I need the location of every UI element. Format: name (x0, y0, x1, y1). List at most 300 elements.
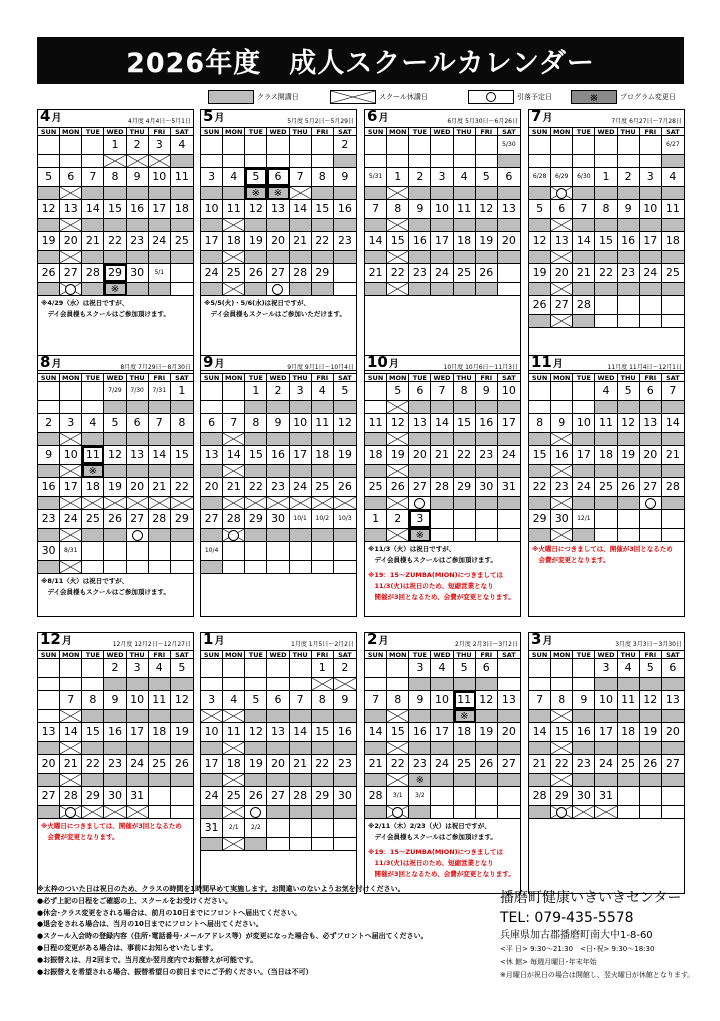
day-status (365, 741, 387, 755)
footer-line: ●お振替えは、月2回まで。当月度か翌月度内でお振替えが可能です。 (37, 955, 258, 964)
day-status (267, 677, 289, 691)
day-number: 16 (409, 723, 431, 741)
day-number (431, 136, 453, 154)
weekday-header: SAT (498, 374, 520, 382)
day-status (618, 464, 640, 478)
weekday-header: FRI (149, 374, 171, 382)
day-status (529, 186, 551, 200)
day-number: 9 (341, 693, 349, 706)
day-status (640, 464, 662, 478)
day-status (618, 805, 640, 819)
day-number: 10 (431, 200, 453, 218)
day-number: 24 (431, 755, 453, 773)
day-number: 4 (431, 659, 453, 677)
day-number: 5 (640, 659, 662, 677)
day-status (127, 496, 149, 510)
day-number: 2 (104, 659, 126, 677)
month-name: 6月 (367, 109, 389, 125)
day-number: 15 (312, 200, 334, 218)
day-status (387, 677, 409, 691)
day-status (60, 282, 82, 296)
day-number: 30 (337, 789, 352, 802)
weekday-header: THU (618, 651, 640, 659)
month-range: 6月度 5月30日～6月26日 (447, 118, 518, 125)
day-status (38, 432, 60, 446)
month-10 (364, 355, 521, 617)
day-status (409, 400, 431, 414)
day-number: 11 (149, 691, 171, 709)
day-status (595, 528, 617, 542)
day-number: 3 (127, 659, 149, 677)
day-status (312, 154, 334, 168)
day-number: 5 (618, 382, 640, 400)
day-status (267, 250, 289, 264)
legend-swatch-circ (468, 90, 514, 104)
day-number: 28 (665, 480, 680, 493)
day-number (618, 136, 640, 154)
day-status (662, 250, 684, 264)
day-number: 16 (337, 725, 352, 738)
day-number: 21 (60, 755, 82, 773)
weekday-header: FRI (640, 128, 662, 136)
day-status (595, 677, 617, 691)
day-status (431, 496, 453, 510)
day-status (498, 250, 520, 264)
day-number: 7 (529, 691, 551, 709)
day-status (267, 741, 289, 755)
day-number: 12 (174, 693, 189, 706)
day-number: 19 (245, 232, 267, 250)
month-red-note: ※19：15～ZUMBA(MION)につきましては 11/3(火)は祝日のため、短縮営業となり 開催が3回となるため、会費が変更となります。 (368, 848, 515, 878)
month-range: 7月度 6月27日～7月28日 (611, 118, 682, 125)
weekday-header: SAT (171, 374, 193, 382)
day-number (334, 542, 356, 560)
day-number: 17 (595, 723, 617, 741)
day-number: 7 (223, 414, 245, 432)
day-status (476, 773, 498, 787)
day-number: 31 (501, 480, 516, 493)
day-status (334, 677, 356, 691)
day-number: 17 (127, 723, 149, 741)
day-status (312, 464, 334, 478)
day-number: 12 (38, 200, 60, 218)
day-number: 11 (223, 723, 245, 741)
month-name: 7月 (531, 109, 553, 125)
day-number (387, 136, 409, 154)
day-status (82, 282, 104, 296)
weekday-header: THU (290, 374, 312, 382)
month-4 (37, 109, 194, 371)
day-status (662, 218, 684, 232)
month-name: 12月 (40, 632, 72, 648)
day-number: 5 (476, 168, 498, 186)
day-number: 2 (267, 382, 289, 400)
day-status (312, 528, 334, 542)
day-status (82, 677, 104, 691)
day-status (476, 432, 498, 446)
weekday-header: TUE (82, 374, 104, 382)
day-number: 17 (431, 232, 453, 250)
day-status (104, 154, 126, 168)
day-status (149, 560, 171, 574)
day-status (245, 464, 267, 478)
day-status (662, 186, 684, 200)
legend-item (468, 89, 552, 105)
month-red-note: ※火曜日につきましては、開催が3回となるため 会費が変更となります。 (41, 822, 182, 841)
day-status (267, 282, 289, 296)
day-number: 24 (595, 755, 617, 773)
day-status (431, 773, 453, 787)
day-number: 12 (529, 232, 551, 250)
day-status: ※ (454, 709, 476, 723)
day-number: 21 (290, 232, 312, 250)
day-status (312, 837, 334, 851)
day-number: 10/3 (338, 515, 352, 522)
day-number: 2 (38, 414, 60, 432)
day-number: 25 (365, 478, 387, 496)
day-status (573, 154, 595, 168)
day-status (454, 464, 476, 478)
day-number: 22 (387, 264, 409, 282)
day-status (201, 709, 223, 723)
day-status (431, 282, 453, 296)
day-status (573, 218, 595, 232)
day-number: 29 (82, 787, 104, 805)
day-status (312, 218, 334, 232)
month-note: ※4/29（水）は祝日ですが、 デイ会員様もスクールはご参加頂けます。 (41, 299, 170, 318)
day-number: 4 (178, 138, 186, 151)
day-status (290, 528, 312, 542)
day-number: 6 (409, 382, 431, 400)
month-2 (364, 632, 521, 894)
day-status (127, 677, 149, 691)
day-number: 23 (337, 234, 352, 247)
day-status (476, 496, 498, 510)
day-status (498, 496, 520, 510)
day-number: 11 (595, 414, 617, 432)
weekday-header: TUE (573, 651, 595, 659)
day-status (595, 282, 617, 296)
day-status (334, 432, 356, 446)
day-status (171, 560, 193, 574)
weekday-header: SUN (529, 128, 551, 136)
day-status (573, 741, 595, 755)
day-status (640, 496, 662, 510)
day-number: 12 (476, 691, 498, 709)
day-status (201, 741, 223, 755)
day-number (409, 136, 431, 154)
day-status (498, 677, 520, 691)
day-number: 28 (223, 510, 245, 528)
day-status (387, 218, 409, 232)
weekday-header: SUN (38, 128, 60, 136)
month-name: 5月 (203, 109, 225, 125)
month-name: 11月 (531, 355, 563, 371)
day-number: 26 (245, 787, 267, 805)
day-number: 17 (573, 446, 595, 464)
day-status (82, 186, 104, 200)
day-status (104, 218, 126, 232)
weekday-header: THU (127, 374, 149, 382)
day-number (171, 787, 193, 805)
day-number: 22 (551, 755, 573, 773)
day-number: 6 (60, 168, 82, 186)
day-status (149, 805, 171, 819)
day-number: 28 (149, 510, 171, 528)
legend-label: プログラム変更日 (620, 93, 676, 101)
day-number (60, 382, 82, 400)
day-status (476, 186, 498, 200)
day-number (290, 819, 312, 837)
weekday-header: SAT (498, 128, 520, 136)
day-number: 13 (38, 723, 60, 741)
day-number: 23 (551, 478, 573, 496)
day-number: 8 (82, 691, 104, 709)
day-status (267, 805, 289, 819)
weekday-header: MON (387, 128, 409, 136)
day-status (334, 186, 356, 200)
day-number (595, 136, 617, 154)
weekday-header: SUN (365, 651, 387, 659)
day-number (201, 136, 223, 154)
weekday-header: MON (551, 374, 573, 382)
day-status (38, 186, 60, 200)
day-number (595, 510, 617, 528)
day-status (38, 709, 60, 723)
day-status (201, 400, 223, 414)
day-status (38, 528, 60, 542)
day-status (365, 496, 387, 510)
day-status: ※ (267, 186, 289, 200)
day-number: 7 (669, 384, 677, 397)
day-number: 27 (640, 478, 662, 496)
day-status (290, 154, 312, 168)
day-status (387, 496, 409, 510)
day-number: 19 (38, 232, 60, 250)
day-number (662, 296, 684, 314)
day-status (290, 250, 312, 264)
day-status (498, 464, 520, 478)
month-note: ※2/11（木）2/23（火）は祝日ですが、 デイ会員様もスクールはご参加頂けます。 (368, 822, 497, 841)
month-name: 8月 (40, 355, 62, 371)
day-status (529, 400, 551, 414)
day-status (365, 464, 387, 478)
day-number (38, 659, 60, 677)
month-range: 11月度 11月4日～12月1日 (607, 364, 682, 371)
day-status (640, 677, 662, 691)
day-number: 23 (127, 232, 149, 250)
day-status (662, 314, 684, 328)
day-status (312, 805, 334, 819)
day-number: 10 (431, 691, 453, 709)
day-status (149, 709, 171, 723)
day-status (618, 432, 640, 446)
day-number: 8 (454, 382, 476, 400)
day-status (387, 741, 409, 755)
day-number: 11 (454, 691, 476, 709)
day-number: 26 (476, 755, 498, 773)
day-number: 30 (38, 542, 60, 560)
day-status (60, 496, 82, 510)
day-status (409, 677, 431, 691)
day-status (267, 400, 289, 414)
day-number: 10 (290, 414, 312, 432)
weekday-header: SAT (334, 651, 356, 659)
day-status (149, 432, 171, 446)
day-status (618, 250, 640, 264)
day-status (38, 773, 60, 787)
day-number: 18 (595, 446, 617, 464)
month-range: 9月度 9月1日～10月4日 (287, 364, 354, 371)
month-note: ※5/5(火)・5/6(水)は祝日ですが、 デイ会員様もスクールはご参加いただけます。 (204, 299, 346, 318)
day-number (223, 542, 245, 560)
day-status (245, 677, 267, 691)
day-status (409, 186, 431, 200)
center-phone: TEL: 079-435-5578 (500, 910, 634, 926)
day-status (312, 400, 334, 414)
day-status (431, 805, 453, 819)
day-status (387, 464, 409, 478)
day-number (640, 136, 662, 154)
day-number (640, 787, 662, 805)
day-status (640, 709, 662, 723)
day-number: 13 (409, 414, 431, 432)
day-number (454, 787, 476, 805)
day-status (454, 432, 476, 446)
day-number: 12 (245, 200, 267, 218)
day-number: 8 (529, 414, 551, 432)
day-number (498, 659, 520, 677)
day-number: 9 (409, 691, 431, 709)
day-number: 28 (60, 787, 82, 805)
day-status (334, 773, 356, 787)
day-number: 5 (245, 168, 267, 186)
day-number: 7 (290, 168, 312, 186)
day-number: 14 (290, 723, 312, 741)
day-number: 23 (104, 755, 126, 773)
day-number: 26 (337, 480, 352, 493)
weekday-header: FRI (312, 651, 334, 659)
day-number: 15 (595, 232, 617, 250)
day-status (454, 773, 476, 787)
month-3 (528, 632, 685, 894)
day-status (334, 250, 356, 264)
day-status (454, 805, 476, 819)
day-number: 15 (174, 448, 189, 461)
day-number: 3 (290, 382, 312, 400)
weekday-header: MON (60, 374, 82, 382)
day-number (640, 296, 662, 314)
day-status (171, 773, 193, 787)
day-number: 11 (82, 446, 104, 464)
day-status (431, 709, 453, 723)
day-status (618, 741, 640, 755)
day-number: 2 (387, 510, 409, 528)
day-status (498, 186, 520, 200)
day-status (104, 464, 126, 478)
weekday-header: FRI (312, 374, 334, 382)
day-number: 14 (665, 416, 680, 429)
day-status (551, 464, 573, 478)
day-status (595, 432, 617, 446)
day-status (476, 218, 498, 232)
day-number: 1 (104, 136, 126, 154)
day-number: 27 (127, 510, 149, 528)
day-number: 17 (501, 416, 516, 429)
day-number: 24 (127, 755, 149, 773)
day-status (38, 805, 60, 819)
day-status (498, 741, 520, 755)
day-number: 1 (312, 659, 334, 677)
day-number (529, 382, 551, 400)
weekday-header: MON (387, 651, 409, 659)
day-status (476, 528, 498, 542)
legend-swatch-x (330, 90, 376, 104)
day-number (82, 382, 104, 400)
day-number: 6 (201, 414, 223, 432)
day-number: 6/29 (551, 168, 573, 186)
day-number (127, 542, 149, 560)
weekday-header: WED (104, 651, 126, 659)
day-number: 14 (573, 232, 595, 250)
day-number: 18 (618, 723, 640, 741)
month-1 (200, 632, 357, 894)
day-number: 13 (640, 414, 662, 432)
day-number: 27 (501, 757, 516, 770)
day-number: 1 (178, 384, 186, 397)
day-number (312, 819, 334, 837)
day-status (267, 432, 289, 446)
day-number (267, 542, 289, 560)
day-status (82, 432, 104, 446)
day-status (201, 496, 223, 510)
day-number: 15 (387, 232, 409, 250)
day-status (529, 218, 551, 232)
day-number: 5/30 (502, 141, 516, 148)
day-status (290, 709, 312, 723)
day-status (334, 741, 356, 755)
day-number: 10 (149, 168, 171, 186)
day-number (476, 787, 498, 805)
day-status (431, 677, 453, 691)
day-status (104, 560, 126, 574)
day-status (201, 837, 223, 851)
day-status (365, 709, 387, 723)
day-number: 23 (337, 757, 352, 770)
day-number: 20 (551, 264, 573, 282)
day-number: 21 (290, 755, 312, 773)
day-status (409, 805, 431, 819)
day-number: 21 (665, 448, 680, 461)
day-number: 4 (669, 170, 677, 183)
day-number: 12 (476, 200, 498, 218)
day-number: 25 (174, 234, 189, 247)
day-number: 7/31 (149, 382, 171, 400)
day-number: 13 (127, 446, 149, 464)
day-number: 22 (312, 755, 334, 773)
day-status (104, 773, 126, 787)
day-status (573, 282, 595, 296)
day-status (551, 218, 573, 232)
day-number: 31 (201, 819, 223, 837)
day-number (498, 787, 520, 805)
day-status (127, 186, 149, 200)
day-number: 11 (312, 414, 334, 432)
day-number: 18 (454, 723, 476, 741)
legend-swatch-gray (208, 90, 254, 104)
day-status (127, 773, 149, 787)
day-status (223, 432, 245, 446)
